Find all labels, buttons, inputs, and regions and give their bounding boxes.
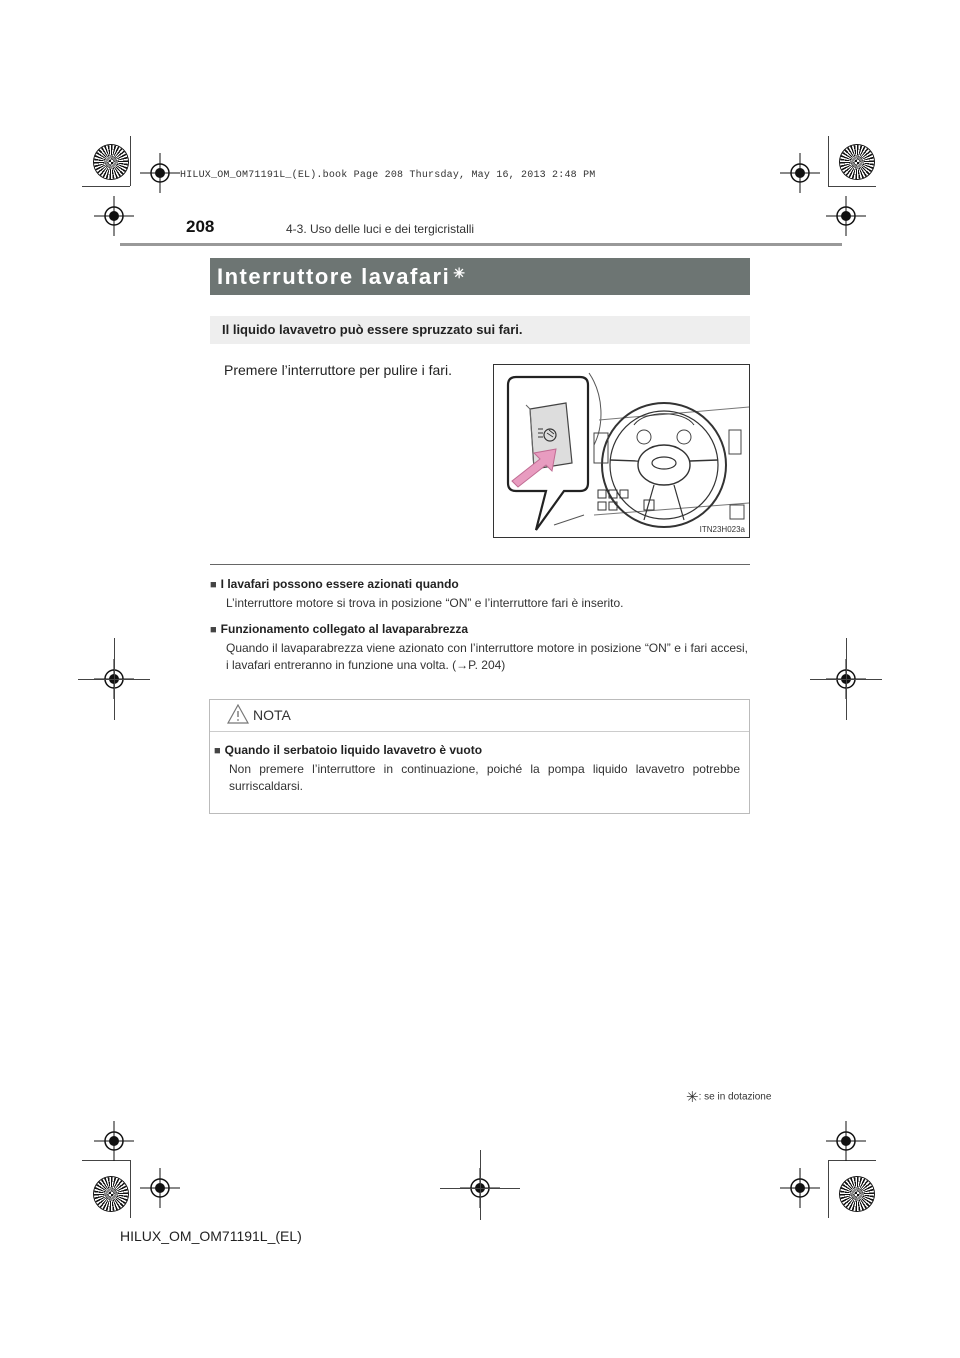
registration-mark-icon: [140, 153, 180, 193]
registration-mark-icon: [780, 1168, 820, 1208]
crop-line: [828, 186, 876, 187]
registration-mark-icon: [826, 1121, 866, 1161]
warning-triangle-icon: [227, 704, 249, 724]
color-bar-rosette-icon: [840, 145, 874, 179]
crop-line: [480, 1150, 481, 1220]
notes-divider: [210, 564, 750, 565]
note-body: L’interruttore motore si trova in posizione “ON” e l’interruttore fari è inserito.: [226, 596, 624, 610]
caution-box: [209, 699, 750, 814]
document-code: HILUX_OM_OM71191L_(EL): [120, 1228, 302, 1244]
square-bullet-icon: ■: [210, 579, 217, 591]
note-heading-text: I lavafari possono essere azionati quando: [220, 577, 459, 591]
instruction-text: Premere l’interruttore per pulire i fari.: [224, 362, 452, 378]
footnote-text: : se in dotazione: [698, 1091, 772, 1103]
note-heading-text: Funzionamento collegato al lavaparabrezza: [220, 622, 469, 636]
header-divider: [120, 243, 842, 246]
caution-heading-text: Quando il serbatoio liquido lavavetro è vuoto: [224, 743, 483, 757]
page-title: [217, 264, 466, 290]
registration-mark-icon: [94, 196, 134, 236]
note-heading: [210, 622, 750, 636]
caution-header: [210, 700, 749, 732]
note-item: [210, 622, 750, 674]
color-bar-rosette-icon: [840, 1177, 874, 1211]
footnote: [686, 1088, 771, 1106]
section-breadcrumb: 4-3. Uso delle luci e dei tergicristalli: [286, 222, 475, 236]
figure-code: ITN23H023a: [699, 525, 745, 534]
caution-title: NOTA: [253, 707, 291, 723]
steering-wheel-icon: [602, 403, 726, 527]
registration-mark-icon: [780, 153, 820, 193]
registration-mark-icon: [94, 1121, 134, 1161]
note-body: Quando il lavaparabrezza viene azionato con l’interruttore motore in posizione “ON” e i fari accesi, i lavafari entreranno in funzione una volta. (→P. 204): [226, 641, 748, 672]
crop-line: [828, 136, 829, 186]
crop-line: [810, 679, 882, 680]
file-stamp: HILUX_OM_OM71191L_(EL).book Page 208 Thursday, May 16, 2013 2:48 PM: [180, 170, 596, 181]
color-bar-rosette-icon: [94, 1177, 128, 1211]
note-heading: [210, 577, 750, 591]
intro-text: Il liquido lavavetro può essere spruzzato sui fari.: [222, 322, 523, 337]
page-number: 208: [186, 217, 215, 236]
square-bullet-icon: ■: [210, 624, 217, 636]
caution-body: Non premere l’interruttore in continuazione, poiché la pompa liquido lavavetro potrebbe surriscaldarsi.: [229, 762, 740, 793]
crop-line: [78, 679, 150, 680]
dashboard-illustration: [494, 365, 749, 537]
registration-mark-icon: [140, 1168, 180, 1208]
color-bar-rosette-icon: [94, 145, 128, 179]
optional-equipment-marker: ✳: [453, 265, 467, 281]
crop-line: [828, 1160, 829, 1218]
caution-item: [214, 743, 740, 795]
square-bullet-icon: ■: [214, 745, 221, 757]
page-title-bar: [210, 258, 750, 295]
optional-equipment-marker: ✳: [686, 1089, 699, 1106]
crop-line: [82, 186, 130, 187]
caution-heading: [214, 743, 740, 757]
headlight-washer-figure: [493, 364, 750, 538]
page-title-text: Interruttore lavafari: [217, 264, 451, 289]
intro-box: [210, 316, 750, 344]
crop-line: [130, 1160, 131, 1218]
registration-mark-icon: [826, 196, 866, 236]
note-item: [210, 577, 750, 612]
crop-line: [130, 136, 131, 186]
